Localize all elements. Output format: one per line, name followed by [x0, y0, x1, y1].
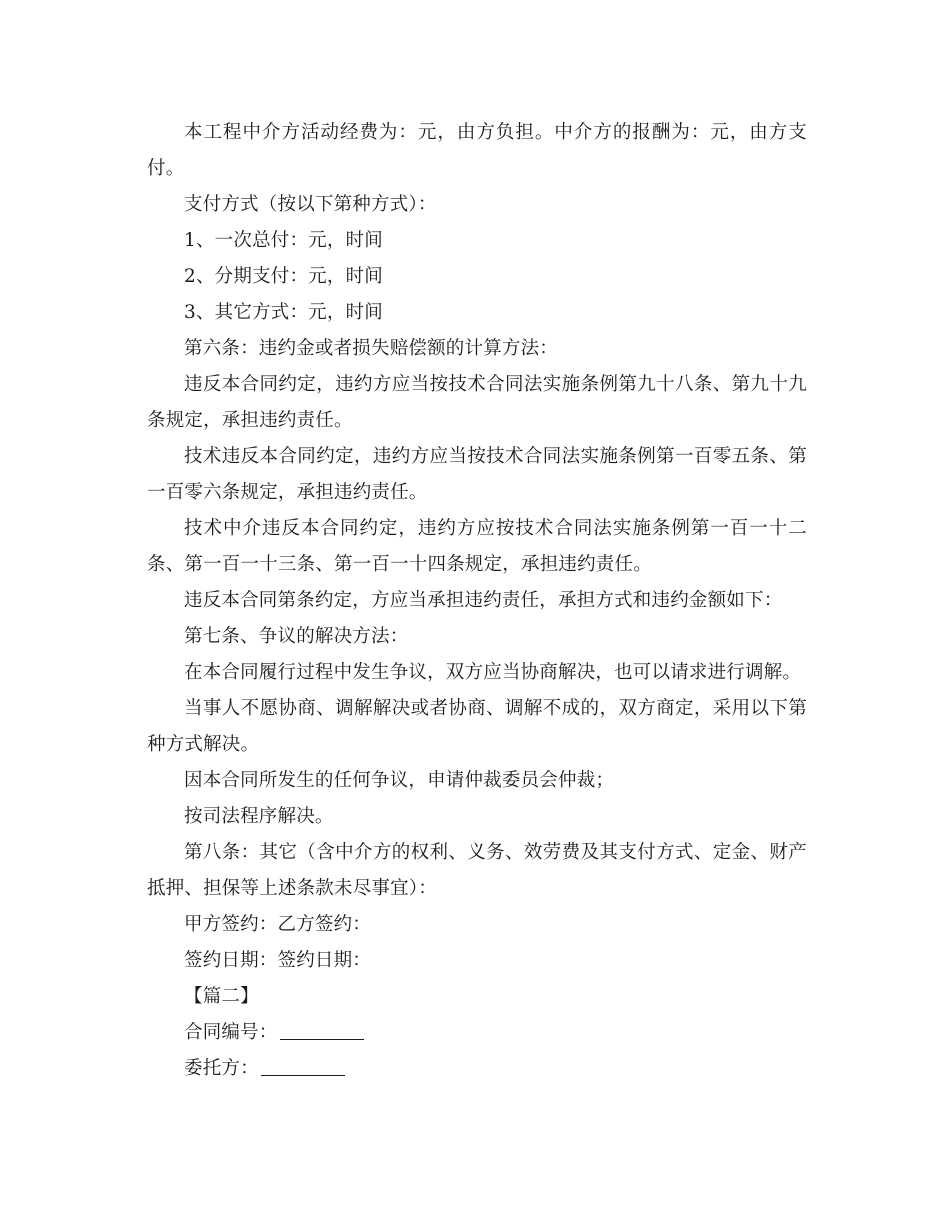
paragraph-sign-dates: 签约日期：签约日期： [184, 950, 372, 971]
contract-number-label: 合同编号： [184, 1022, 278, 1043]
paragraph-dispute-2: 当事人不愿协商、调解解决或者协商、调解不成的，双方商定，采用以下第种方式解决。 [147, 698, 807, 755]
paragraph-breach-2: 技术违反本合同约定，违约方应当按技术合同法实施条例第一百零五条、第一百零六条规定，承担违约责任。 [147, 446, 807, 503]
paragraph-breach-4: 违反本合同第条约定，方应当承担违约责任，承担方式和违约金额如下： [184, 590, 783, 611]
section-heading-part-two: 【篇二】 [184, 986, 259, 1007]
client-line [147, 1051, 807, 1087]
document-body [147, 115, 807, 1087]
paragraph-other-method: 3、其它方式：元，时间 [184, 302, 383, 323]
paragraph-article-seven: 第七条、争议的解决方法： [184, 626, 409, 647]
paragraph-dispute-1: 在本合同履行过程中发生争议，双方应当协商解决，也可以请求进行调解。 [184, 662, 802, 683]
paragraph-breach-3: 技术中介违反本合同约定，违约方应按技术合同法实施条例第一百一十二条、第一百一十三条、第一百一十四条规定，承担违约责任。 [147, 518, 807, 575]
paragraph-payment-method: 支付方式（按以下第种方式）： [184, 194, 437, 215]
paragraph-judicial: 按司法程序解决。 [184, 806, 334, 827]
paragraph-fees: 本工程中介方活动经费为：元，由方负担。中介方的报酬为：元，由方支付。 [147, 122, 807, 179]
paragraph-signatures: 甲方签约：乙方签约： [184, 914, 372, 935]
paragraph-lump-sum: 1、一次总付：元，时间 [184, 230, 383, 251]
client-label: 委托方： [184, 1058, 259, 1079]
paragraph-installments: 2、分期支付：元，时间 [184, 266, 383, 287]
contract-number-blank [280, 1017, 364, 1040]
client-blank [261, 1053, 345, 1076]
paragraph-article-six: 第六条：违约金或者损失赔偿额的计算方法： [184, 338, 559, 359]
contract-number-line [147, 1015, 807, 1051]
paragraph-breach-1: 违反本合同约定，违约方应当按技术合同法实施条例第九十八条、第九十九条规定，承担违约责任。 [147, 374, 807, 431]
paragraph-article-eight: 第八条：其它（含中介方的权利、义务、效劳费及其支付方式、定金、财产抵押、担保等上述条款未尽事宜）： [147, 842, 807, 899]
paragraph-arbitration: 因本合同所发生的任何争议，申请仲裁委员会仲裁； [184, 770, 615, 791]
